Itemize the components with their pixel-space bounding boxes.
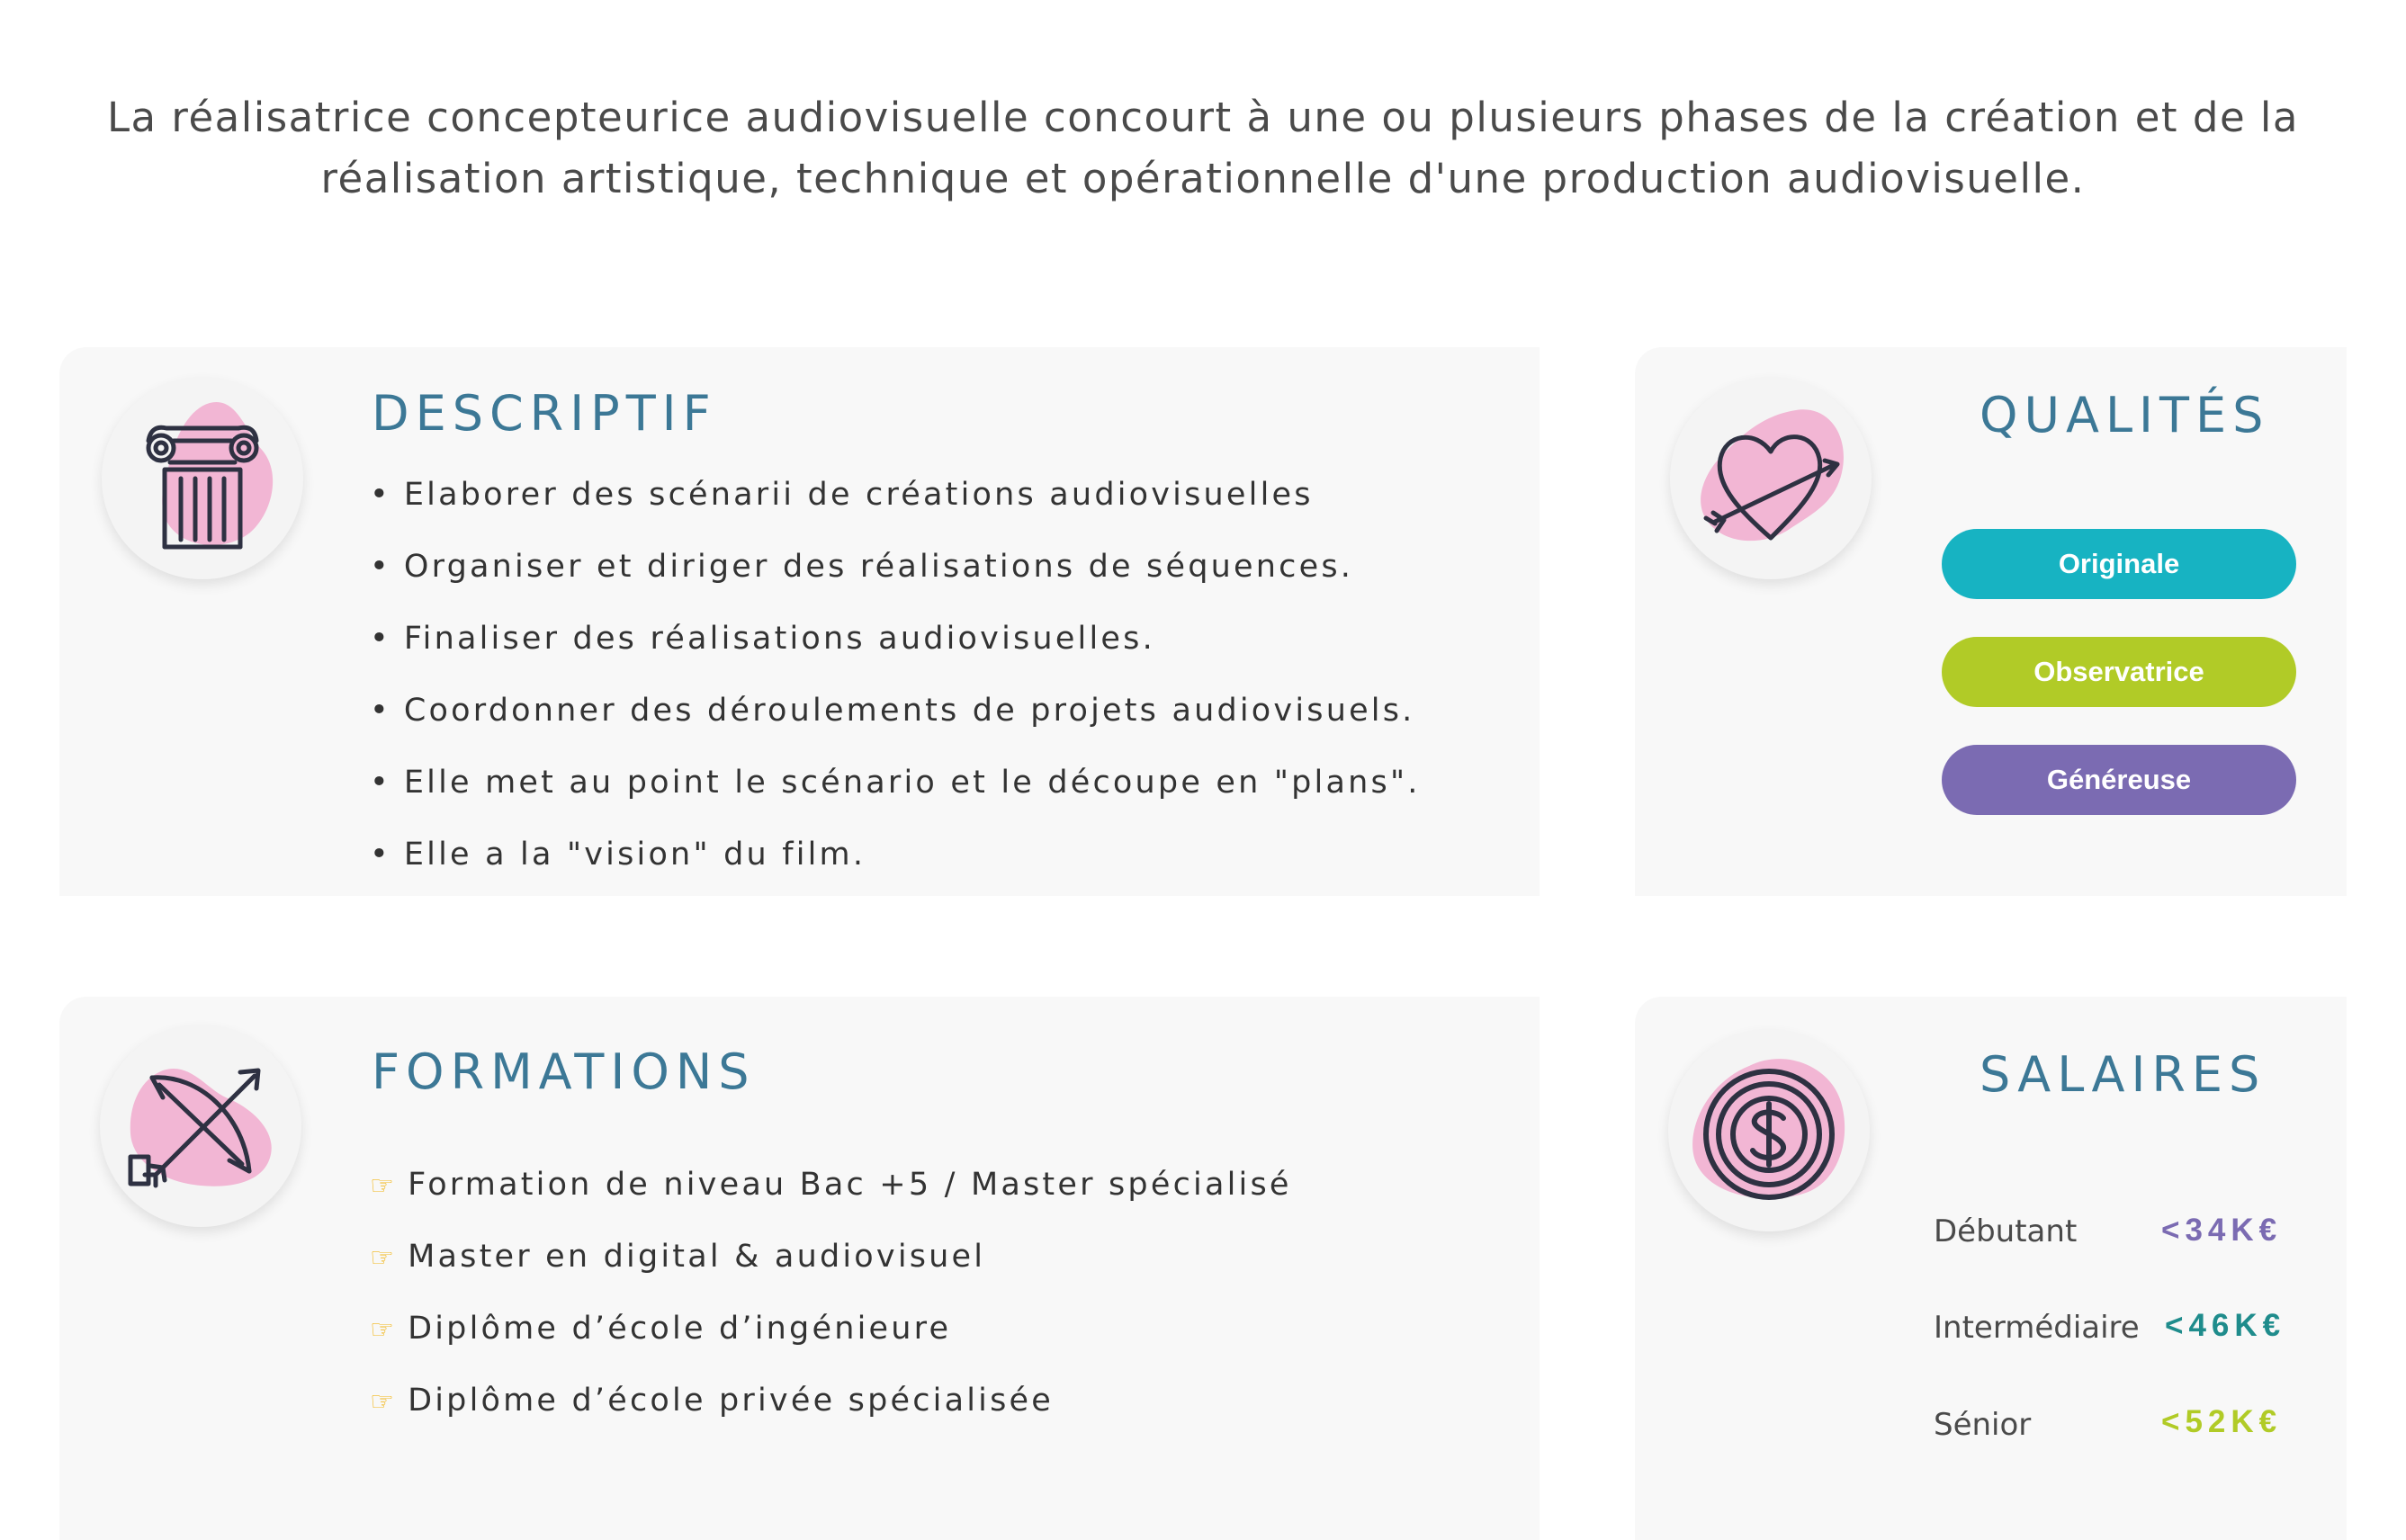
heart-arrow-icon (1670, 378, 1872, 579)
quality-badge-observatrice: Observatrice (1942, 637, 2296, 707)
formations-list (370, 1149, 1292, 1437)
salary-value-intermediaire: <46K€ (2165, 1308, 2286, 1343)
list-item: • Elle met au point le scénario et le découpe en "plans". (370, 747, 1421, 819)
salary-label-debutant: Débutant (1934, 1213, 2078, 1249)
pointing-hand-icon: ☞ (370, 1386, 398, 1418)
list-item: ☞ Master en digital & audiovisuel (370, 1221, 1292, 1293)
list-item: ☞ Diplôme d’école privée spécialisée (370, 1365, 1292, 1437)
dollar-coin-icon (1668, 1030, 1870, 1231)
list-item: • Organiser et diriger des réalisations de séquences. (370, 531, 1421, 603)
bow-arrow-icon (100, 1025, 301, 1227)
qualites-title: QUALITÉS (1980, 387, 2270, 443)
descriptif-list (370, 459, 1421, 891)
list-item: • Coordonner des déroulements de projets audiovisuels. (370, 675, 1421, 747)
pointing-hand-icon: ☞ (370, 1314, 398, 1346)
salary-label-senior: Sénior (1934, 1407, 2032, 1443)
descriptif-title: DESCRIPTIF (372, 385, 717, 442)
pointing-hand-icon: ☞ (370, 1242, 398, 1274)
salary-value-debutant: <34K€ (2161, 1213, 2283, 1248)
list-item: • Elaborer des scénarii de créations audiovisuelles (370, 459, 1421, 531)
column-icon (102, 378, 303, 579)
formations-title: FORMATIONS (372, 1043, 756, 1100)
list-item: • Elle a la "vision" du film. (370, 819, 1421, 891)
salary-label-intermediaire: Intermédiaire (1934, 1310, 2140, 1346)
pointing-hand-icon: ☞ (370, 1170, 398, 1202)
quality-badge-originale: Originale (1942, 529, 2296, 599)
salary-value-senior: <52K€ (2161, 1404, 2283, 1439)
intro-text: La réalisatrice concepteurice audiovisuelle concourt à une ou plusieurs phases de la création et de la réalisation artistique, technique et opérationnelle d'une production audiovisuelle. (106, 94, 2300, 202)
list-item: • Finaliser des réalisations audiovisuelles. (370, 603, 1421, 675)
quality-badge-genereuse: Généreuse (1942, 745, 2296, 815)
list-item: ☞ Diplôme d’école d’ingénieure (370, 1293, 1292, 1365)
list-item: ☞ Formation de niveau Bac +5 / Master spécialisé (370, 1149, 1292, 1221)
salaires-title: SALAIRES (1980, 1046, 2267, 1103)
